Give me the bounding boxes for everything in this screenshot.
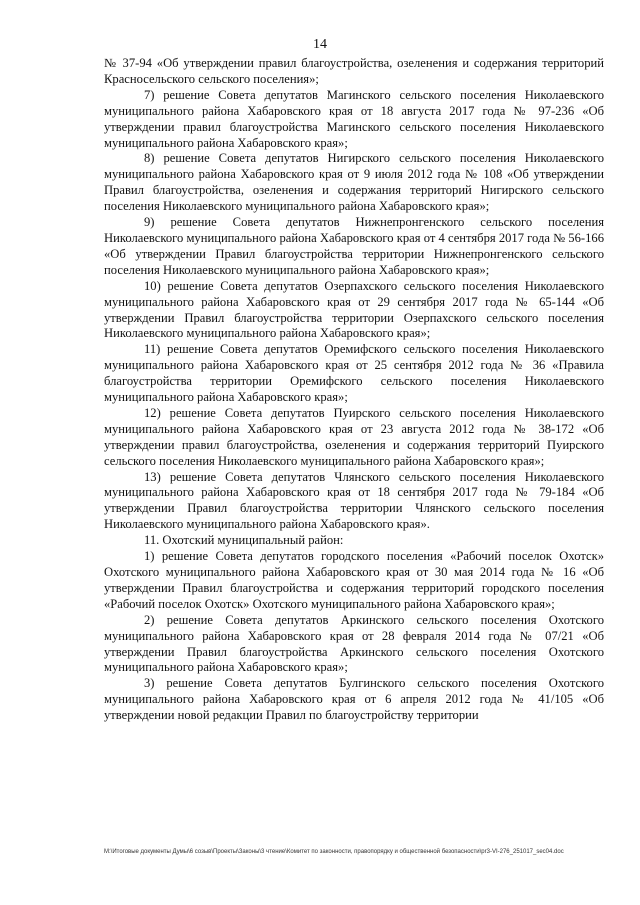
document-paragraph: 12) решение Совета депутатов Пуирского сельского поселения Николаевского муниципального района Хабаровского края от 23 августа 2012 года № 38-172 «Об утверждении правил благоустройства, озеленения и содержания территорий Пуирского сельского поселения Николаевского муниципального района Хабаровского края»; <box>104 405 604 468</box>
document-paragraph: 2) решение Совета депутатов Аркинского сельского поселения Охотского муниципального района Хабаровского края от 28 февраля 2014 года № 07/21 «Об утверждении Правил благоустройства Аркинского сельского поселения Охотского муниципального района Хабаровского края»; <box>104 612 604 675</box>
document-paragraph: 11. Охотский муниципальный район: <box>144 533 344 548</box>
document-body <box>104 56 604 724</box>
document-paragraph: 9) решение Совета депутатов Нижнепронгенского сельского поселения Николаевского муниципального района Хабаровского края от 4 сентября 2017 года № 56-166 «Об утверждении Правил благоустройства территории Нижнепронгенского сельского поселения Николаевского муниципального района Хабаровского края»; <box>104 215 604 277</box>
page-number: 14 <box>313 37 327 52</box>
document-paragraph: 11) решение Совета депутатов Оремифского сельского поселения Николаевского муниципального района Хабаровского края от 25 сентября 2012 года № 36 «Правила благоустройства территории Оремифского сельского поселения Николаевского муниципального района Хабаровского края»; <box>104 342 604 405</box>
file-path-footer: M:\Итоговые документы Думы\6 созыв\Проекты\Законы\3 чтение\Комитет по законности, правопорядку и общественной безопасности\pr3-VI-276_251017_sec04.doc <box>104 849 564 855</box>
document-paragraph: 10) решение Совета депутатов Озерпахского сельского поселения Николаевского муниципального района Хабаровского края от 29 сентября 2017 года № 65-144 «Об утверждении Правил благоустройства территории Озерпахского сельского поселения Николаевского муниципального района Хабаровского края»; <box>104 278 604 341</box>
document-paragraph: 1) решение Совета депутатов городского поселения «Рабочий поселок Охотск» Охотского муниципального района Хабаровского края от 30 мая 2014 года № 16 «Об утверждении Правил благоустройства и содержания территорий городского поселения «Рабочий поселок Охотск» Охотского муниципального района Хабаровского края»; <box>104 549 604 611</box>
document-paragraph: 8) решение Совета депутатов Нигирского сельского поселения Николаевского муниципального района Хабаровского края от 9 июля 2012 года № 108 «Об утверждении Правил благоустройства, озеленения и содержания территорий Нигирского сельского поселения Николаевского муниципального района Хабаровского края»; <box>104 151 604 214</box>
document-paragraph: 7) решение Совета депутатов Магинского сельского поселения Николаевского муниципального района Хабаровского края от 18 августа 2017 года № 97-236 «Об утверждении правил благоустройства Магинского сельского поселения Николаевского муниципального района Хабаровского края»; <box>104 87 604 150</box>
document-paragraph: 13) решение Совета депутатов Члянского сельского поселения Николаевского муниципального района Хабаровского края от 18 сентября 2017 года № 79-184 «Об утверждении Правил благоустройства территории Члянского сельского поселения Николаевского муниципального района Хабаровского края». <box>104 469 604 532</box>
document-paragraph: 3) решение Совета депутатов Булгинского сельского поселения Охотского муниципального района Хабаровского края от 6 апреля 2012 года № 41/105 «Об утверждении новой редакции Правил по благоустройству территории <box>104 676 604 723</box>
document-paragraph: № 37-94 «Об утверждении правил благоустройства, озеленения и содержания территорий Красносельского сельского поселения»; <box>104 56 604 86</box>
